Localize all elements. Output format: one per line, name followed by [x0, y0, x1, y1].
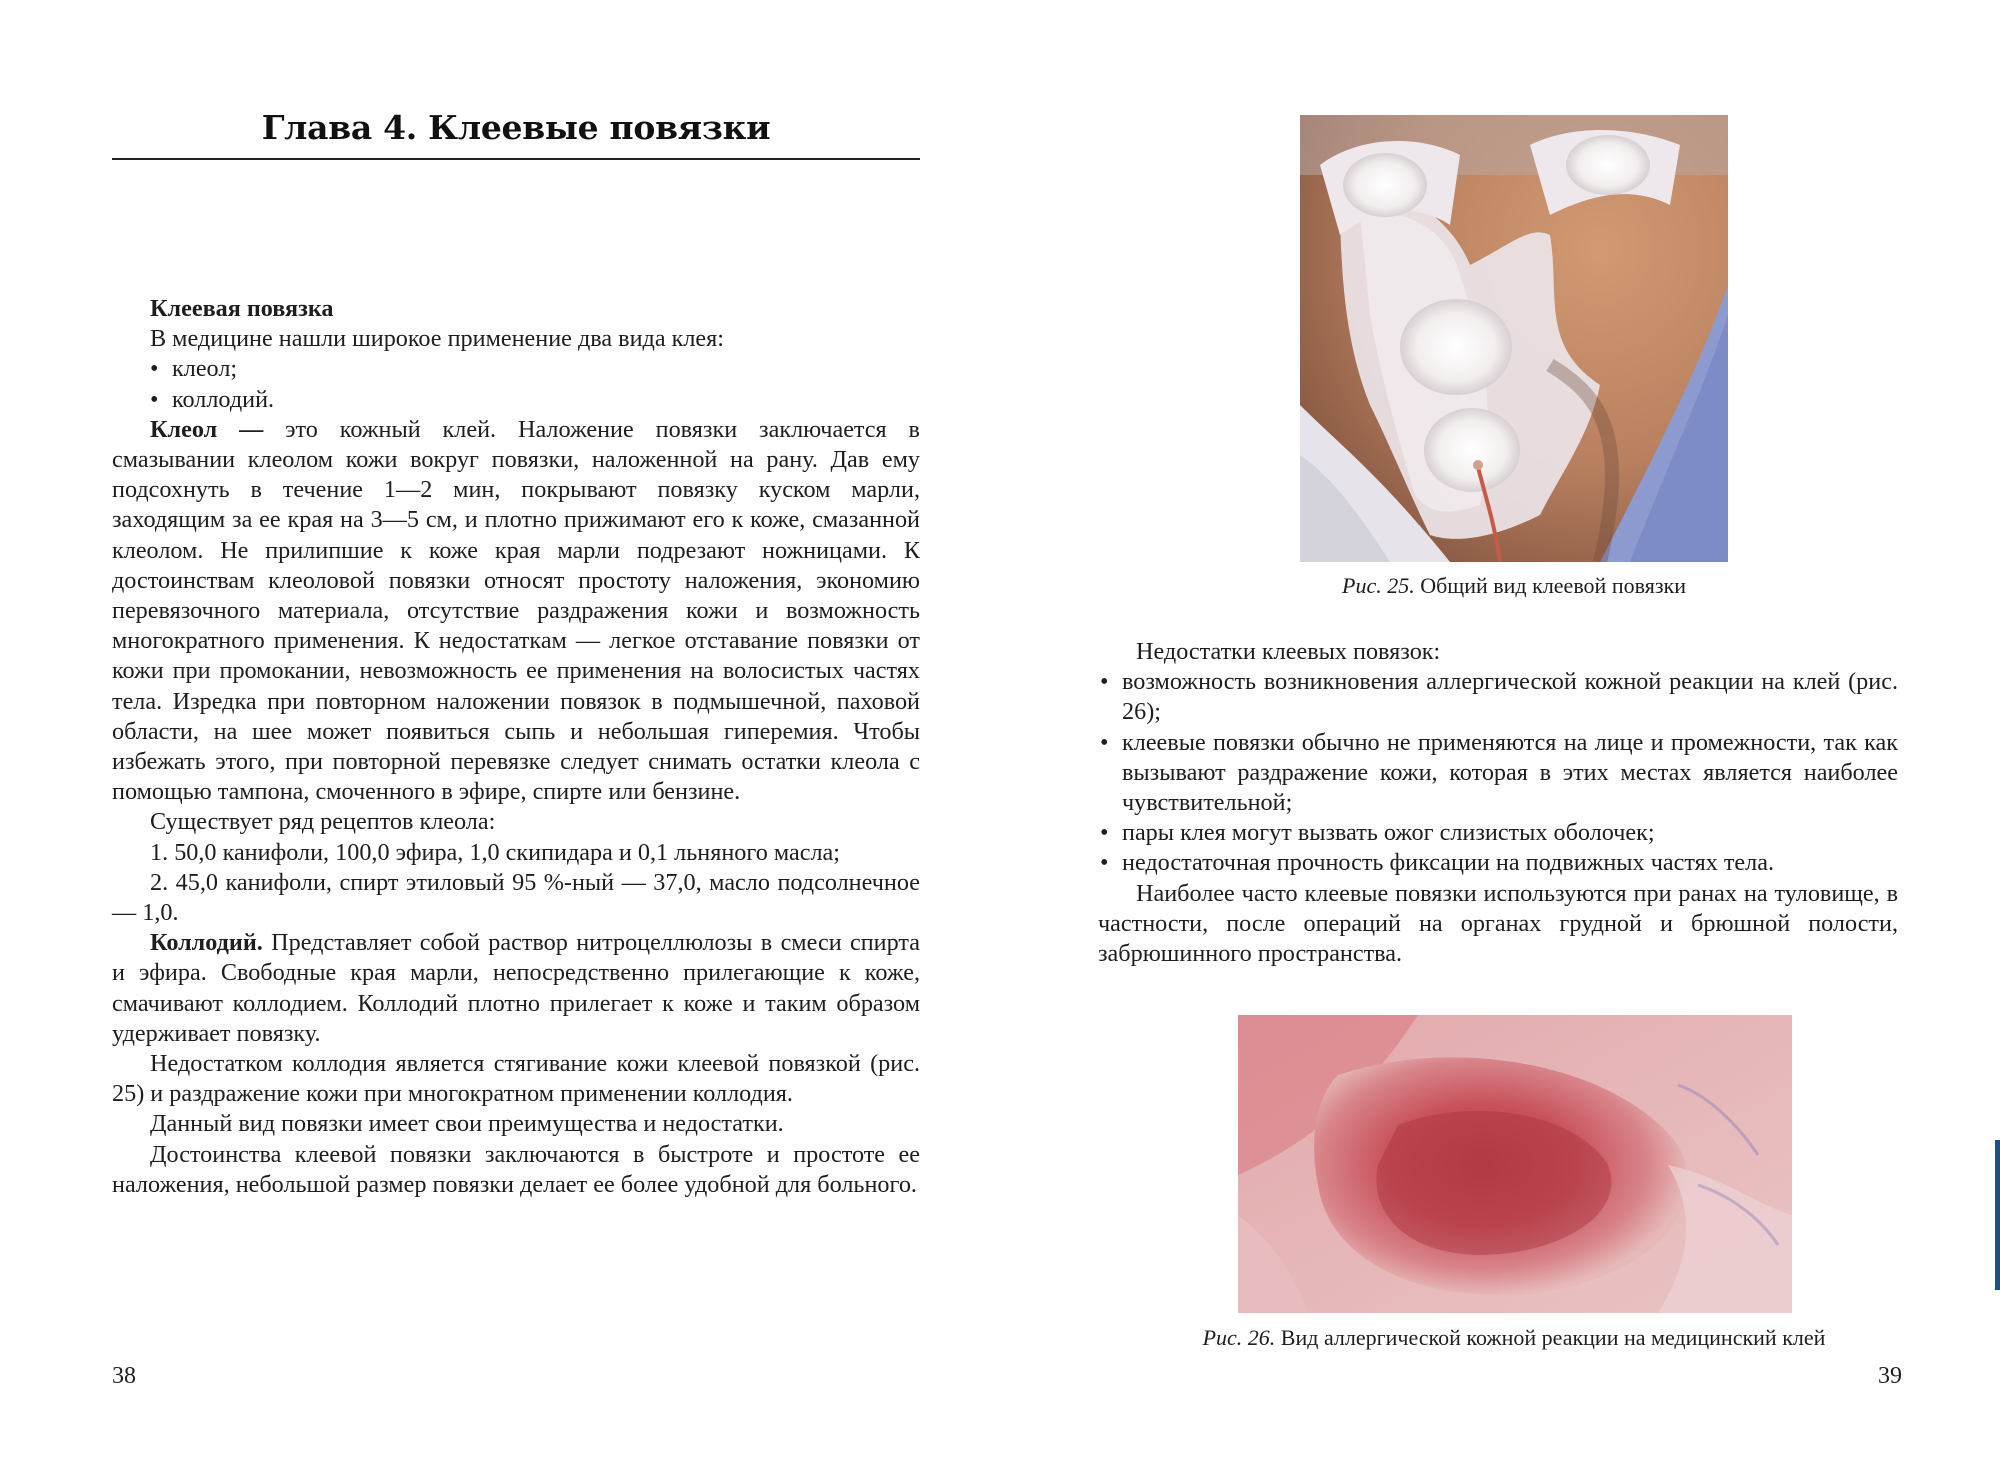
figure-25-image: [1300, 115, 1728, 562]
page-edge-strip: [1995, 1140, 2000, 1290]
glue-type-item: [112, 385, 920, 415]
glue-type-label: клеол;: [172, 355, 238, 383]
drawback-item: [1098, 848, 1898, 878]
bullet-icon: •: [1100, 849, 1109, 877]
glue-type-label: коллодий.: [172, 385, 275, 413]
section-heading: Клеевая повязка: [150, 295, 334, 322]
figure-25-caption: [1100, 573, 1928, 599]
page-number-left: 38: [112, 1363, 136, 1389]
recipes-intro: Существует ряд рецептов клеола:: [150, 808, 496, 836]
recipe-item: 2. 45,0 канифоли, спирт этиловый 95 %-ный — 37,0, масло подсолнечное — 1,0.: [112, 868, 920, 927]
figure-25-photo: [1300, 115, 1728, 562]
page-number-right: 39: [1878, 1363, 1902, 1389]
drawbacks-list: [1098, 667, 1898, 878]
chapter-title: Глава 4. Клеевые повязки: [261, 108, 771, 147]
bullet-icon: •: [150, 385, 159, 413]
intro-line: В медицине нашли широкое применение два вида клея:: [150, 325, 725, 353]
drawback-text: клеевые повязки обычно не применяются на лице и промежности, так как вызывают раздражение кожи, которая в этих местах является наиболее чувствительной;: [1122, 728, 1898, 817]
bullet-icon: •: [1100, 668, 1109, 696]
left-page-body: [112, 294, 920, 1200]
drawbacks-intro: Недостатки клеевых повязок:: [1136, 638, 1441, 665]
drawback-item: [1098, 728, 1898, 819]
glue-type-item: [112, 354, 920, 384]
kleol-paragraph: [112, 415, 920, 808]
drawback-text: пары клея могут вызвать ожог слизистых оболочек;: [1122, 819, 1655, 847]
bullet-icon: •: [1100, 728, 1109, 756]
figure-26-label: Рис. 26.: [1202, 1325, 1276, 1350]
right-page-body: [1098, 637, 1898, 969]
drawback-text: возможность возникновения аллергической кожной реакции на клей (рис. 26);: [1122, 668, 1898, 726]
collodion-paragraph: [112, 928, 920, 1049]
figure-25-caption-text: Общий вид клеевой повязки: [1414, 573, 1686, 598]
figure-26-caption: [1060, 1325, 1968, 1351]
collodion-description: Представляет собой раствор нитроцеллюлозы в смеси спирта и эфира. Свободные края марли, непосредственно прилегающие к коже, смачивают коллодием. Коллодий плотно прилегает к коже и таким образом удерживает повязку.: [112, 929, 920, 1047]
collodion-drawback-paragraph: Недостатком коллодия является стягивание кожи клеевой повязкой (рис. 25) и раздражение кожи при многократном применении коллодия.: [112, 1050, 920, 1108]
figure-26-photo: [1238, 1015, 1792, 1313]
drawback-text: недостаточная прочность фиксации на подвижных частях тела.: [1122, 849, 1775, 877]
collodion-term: Коллодий.: [150, 929, 263, 957]
figure-26-image: [1238, 1015, 1792, 1313]
drawback-item: [1098, 818, 1898, 848]
figure-25-label: Рис. 25.: [1342, 573, 1415, 598]
advantages-paragraph: Достоинства клеевой повязки заключаются в быстроте и простоте ее наложения, небольшой размер повязки делает ее более удобной для больного.: [112, 1140, 920, 1198]
bullet-icon: •: [1100, 819, 1109, 847]
kleol-description: это кожный клей. Наложение повязки заключается в смазывании клеолом кожи вокруг повязки, наложенной на рану. Дав ему подсохнуть в течение 1—2 мин, покрывают повязку куском марли, заходящим за ее края на 3—5 см, и плотно прижимают его к коже, смазанной клеолом. Не прилипшие к коже края марли подрезают ножницами. К достоинствам клеоловой повязки относят простоту наложения, экономию перевязочного материала, отсутствие раздражения кожи и возможность многократного применения. К недостаткам — легкое отставание повязки от кожи при промокании, невозможность ее применения на волосистых частях тела. Изредка при повторном наложении повязок в подмышечной, паховой области, на шее может появиться сыпь и небольшая гиперемия. Чтобы избежать этого, при повторной перевязке следует снимать остатки клеола с помощью тампона, смоченного в эфире, спирте или бензине.: [112, 415, 920, 806]
title-rule: [112, 158, 920, 160]
pros-cons-paragraph: Данный вид повязки имеет свои преимущества и недостатки.: [150, 1110, 784, 1138]
bullet-icon: •: [150, 355, 159, 383]
figure-26-caption-text: Вид аллергической кожной реакции на медицинский клей: [1275, 1325, 1826, 1350]
drawback-item: [1098, 667, 1898, 727]
recipe-item: 1. 50,0 канифоли, 100,0 эфира, 1,0 скипидара и 0,1 льняного масла;: [150, 838, 840, 866]
kleol-term: Клеол —: [150, 415, 264, 443]
usage-paragraph: Наиболее часто клеевые повязки используются при ранах на туловище, в частности, после операций на органах грудной и брюшной полости, забрюшинного пространства.: [1098, 879, 1898, 968]
